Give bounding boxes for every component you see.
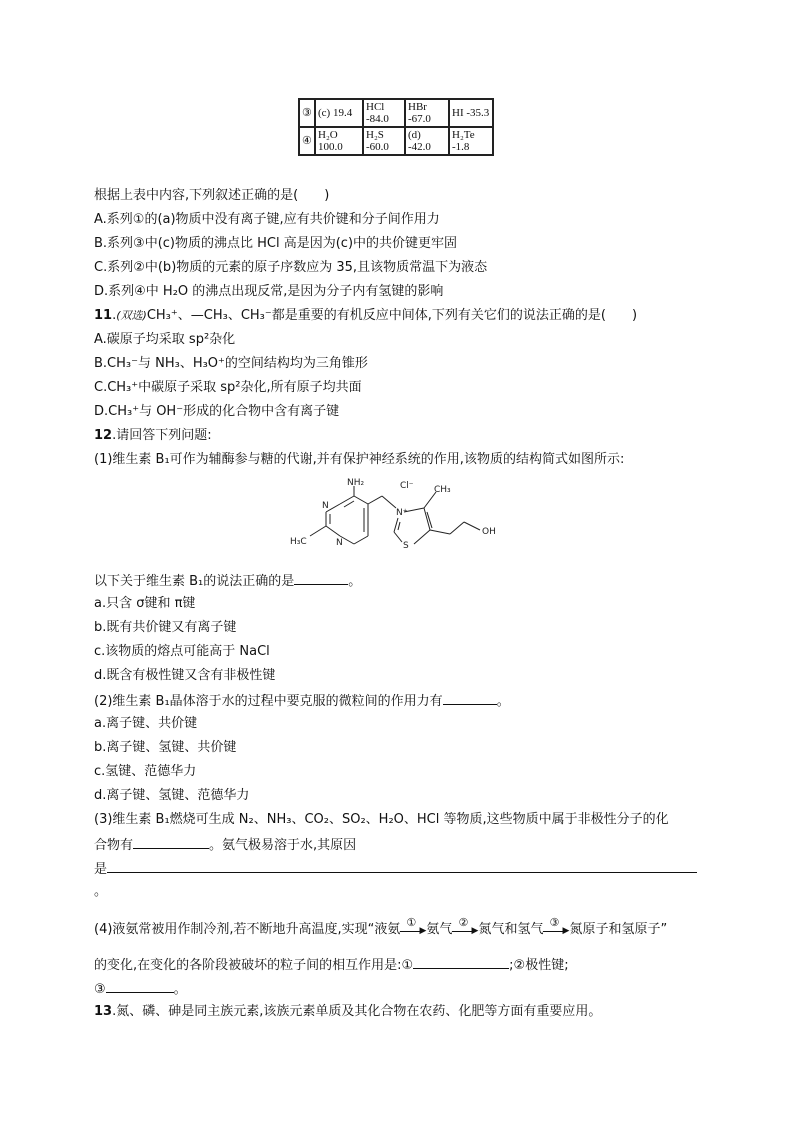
nh2-label: NH₂ xyxy=(347,478,365,488)
vitamin-b1-structure xyxy=(286,478,516,564)
q12-p1-option-c: c.该物质的熔点可能高于 NaCl xyxy=(94,644,270,659)
chloride-label: Cl⁻ xyxy=(400,481,414,491)
question-number: 11 xyxy=(94,308,113,323)
q12-p2-option-c: c.氢键、范德华力 xyxy=(94,764,197,779)
q11-stem: 11.(双选)CH₃⁺、—CH₃、CH₃⁻都是重要的有机反应中间体,下列有关它们的说法正确的是( ) xyxy=(94,308,638,323)
ch3-label: CH₃ xyxy=(434,485,451,495)
row-marker: ③ xyxy=(299,99,315,127)
q12-part4-line1: (4)液氨常被用作制冷剂,若不断地升高温度,实现“液氨 ① ▶ 氨气 ② ▶ 氮气和氢气 ③ ▶ 氮原子和氢原子” xyxy=(94,915,668,937)
q11-option-c: C.CH₃⁺中碳原子采取 sp²杂化,所有原子均共面 xyxy=(94,380,362,395)
q10-option-d: D.系列④中 H₂O 的沸点出现反常,是因为分子内有氢键的影响 xyxy=(94,284,444,299)
q10-stem: 根据上表中内容,下列叙述正确的是( ) xyxy=(94,188,330,203)
q12-p1-option-a: a.只含 σ键和 π键 xyxy=(94,596,196,611)
question-number: 13 xyxy=(94,1004,113,1019)
q10-option-a: A.系列①的(a)物质中没有离子键,应有共价键和分子间作用力 xyxy=(94,212,440,227)
answer-blank[interactable] xyxy=(106,979,174,993)
answer-blank[interactable] xyxy=(107,859,697,873)
arrow-icon: ③ ▶ xyxy=(543,923,569,937)
boiling-point-table xyxy=(298,98,494,156)
q12-stem xyxy=(94,427,212,445)
q13-stem: 13.氮、磷、砷是同主族元素,该族元素单质及其化合物在农药、化肥等方面有重要应用。 xyxy=(94,1004,602,1019)
table-cell: H₂Te -1.8 xyxy=(449,127,493,155)
table-row xyxy=(299,127,493,155)
q12-part3-line4: 。 xyxy=(94,884,108,899)
arrow-icon: ① ▶ xyxy=(400,923,426,937)
q11-option-d: D.CH₃⁺与 OH⁻形成的化合物中含有离子键 xyxy=(94,404,340,419)
table-cell: (d) -42.0 xyxy=(405,127,449,155)
question-tag: (双选) xyxy=(116,309,147,322)
q12-part2: (2)维生素 B₁晶体溶于水的过程中要克服的微粒间的作用力有 。 xyxy=(94,691,510,711)
q10-option-c: C.系列②中(b)物质的元素的原子序数应为 35,且该物质常温下为液态 xyxy=(94,260,488,275)
table-row xyxy=(299,99,493,127)
q12-part4-line3: ③ 。 xyxy=(94,979,187,999)
q11-option-a: A.碳原子均采取 sp²杂化 xyxy=(94,332,236,347)
atom-n-label: N xyxy=(336,538,343,548)
oh-label: OH xyxy=(482,527,496,537)
q12-p1-option-b: b.既有共价键又有离子键 xyxy=(94,620,237,635)
atom-n-label: N xyxy=(322,501,329,511)
q12-p1-option-d: d.既含有极性键又含有非极性键 xyxy=(94,668,276,683)
q10-option-b: B.系列③中(c)物质的沸点比 HCl 高是因为(c)中的共价键更牢固 xyxy=(94,236,458,251)
ch3-label: H₃C xyxy=(290,537,307,547)
q12-part1-question: 以下关于维生素 B₁的说法正确的是 。 xyxy=(94,571,361,591)
q11-stem-text: CH₃⁺、—CH₃、CH₃⁻都是重要的有机反应中间体,下列有关它们的说法正确的是( ) xyxy=(146,308,638,323)
table-cell: HI -35.3 xyxy=(449,99,493,127)
table-cell: (c) 19.4 xyxy=(315,99,363,127)
answer-blank[interactable] xyxy=(413,955,509,969)
q12-p2-option-a: a.离子键、共价键 xyxy=(94,716,198,731)
q11-option-b: B.CH₃⁻与 NH₃、H₃O⁺的空间结构均为三角锥形 xyxy=(94,356,368,371)
q12-p2-option-b: b.离子键、氢键、共价键 xyxy=(94,740,237,755)
answer-blank[interactable] xyxy=(294,571,348,585)
answer-blank[interactable] xyxy=(133,835,209,849)
q12-part1: (1)维生素 B₁可作为辅酶参与糖的代谢,并有保护神经系统的作用,该物质的结构简式如图所示: xyxy=(94,452,625,467)
q12-part3-line2: 合物有 。氨气极易溶于水,其原因 xyxy=(94,835,356,855)
arrow-icon: ② ▶ xyxy=(452,923,478,937)
table-cell: H₂S -60.0 xyxy=(363,127,405,155)
question-number: 12 xyxy=(94,428,113,443)
q12-part3-line1: (3)维生素 B₁燃烧可生成 N₂、NH₃、CO₂、SO₂、H₂O、HCl 等物质,这些物质中属于非极性分子的化 xyxy=(94,812,669,827)
q12-part4-line2: 的变化,在变化的各阶段被破坏的粒子间的相互作用是:① ;②极性键; xyxy=(94,955,569,975)
atom-n-plus-label: N⁺ xyxy=(396,508,408,518)
table-cell: H₂O 100.0 xyxy=(315,127,363,155)
table-cell: HCl -84.0 xyxy=(363,99,405,127)
q12-stem-text: .请回答下列问题: xyxy=(112,428,212,443)
answer-blank[interactable] xyxy=(443,691,497,705)
row-marker: ④ xyxy=(299,127,315,155)
atom-s-label: S xyxy=(403,541,409,551)
table-cell: HBr -67.0 xyxy=(405,99,449,127)
q12-part3-line3: 是 xyxy=(94,859,697,879)
q12-p2-option-d: d.离子键、氢键、范德华力 xyxy=(94,788,250,803)
